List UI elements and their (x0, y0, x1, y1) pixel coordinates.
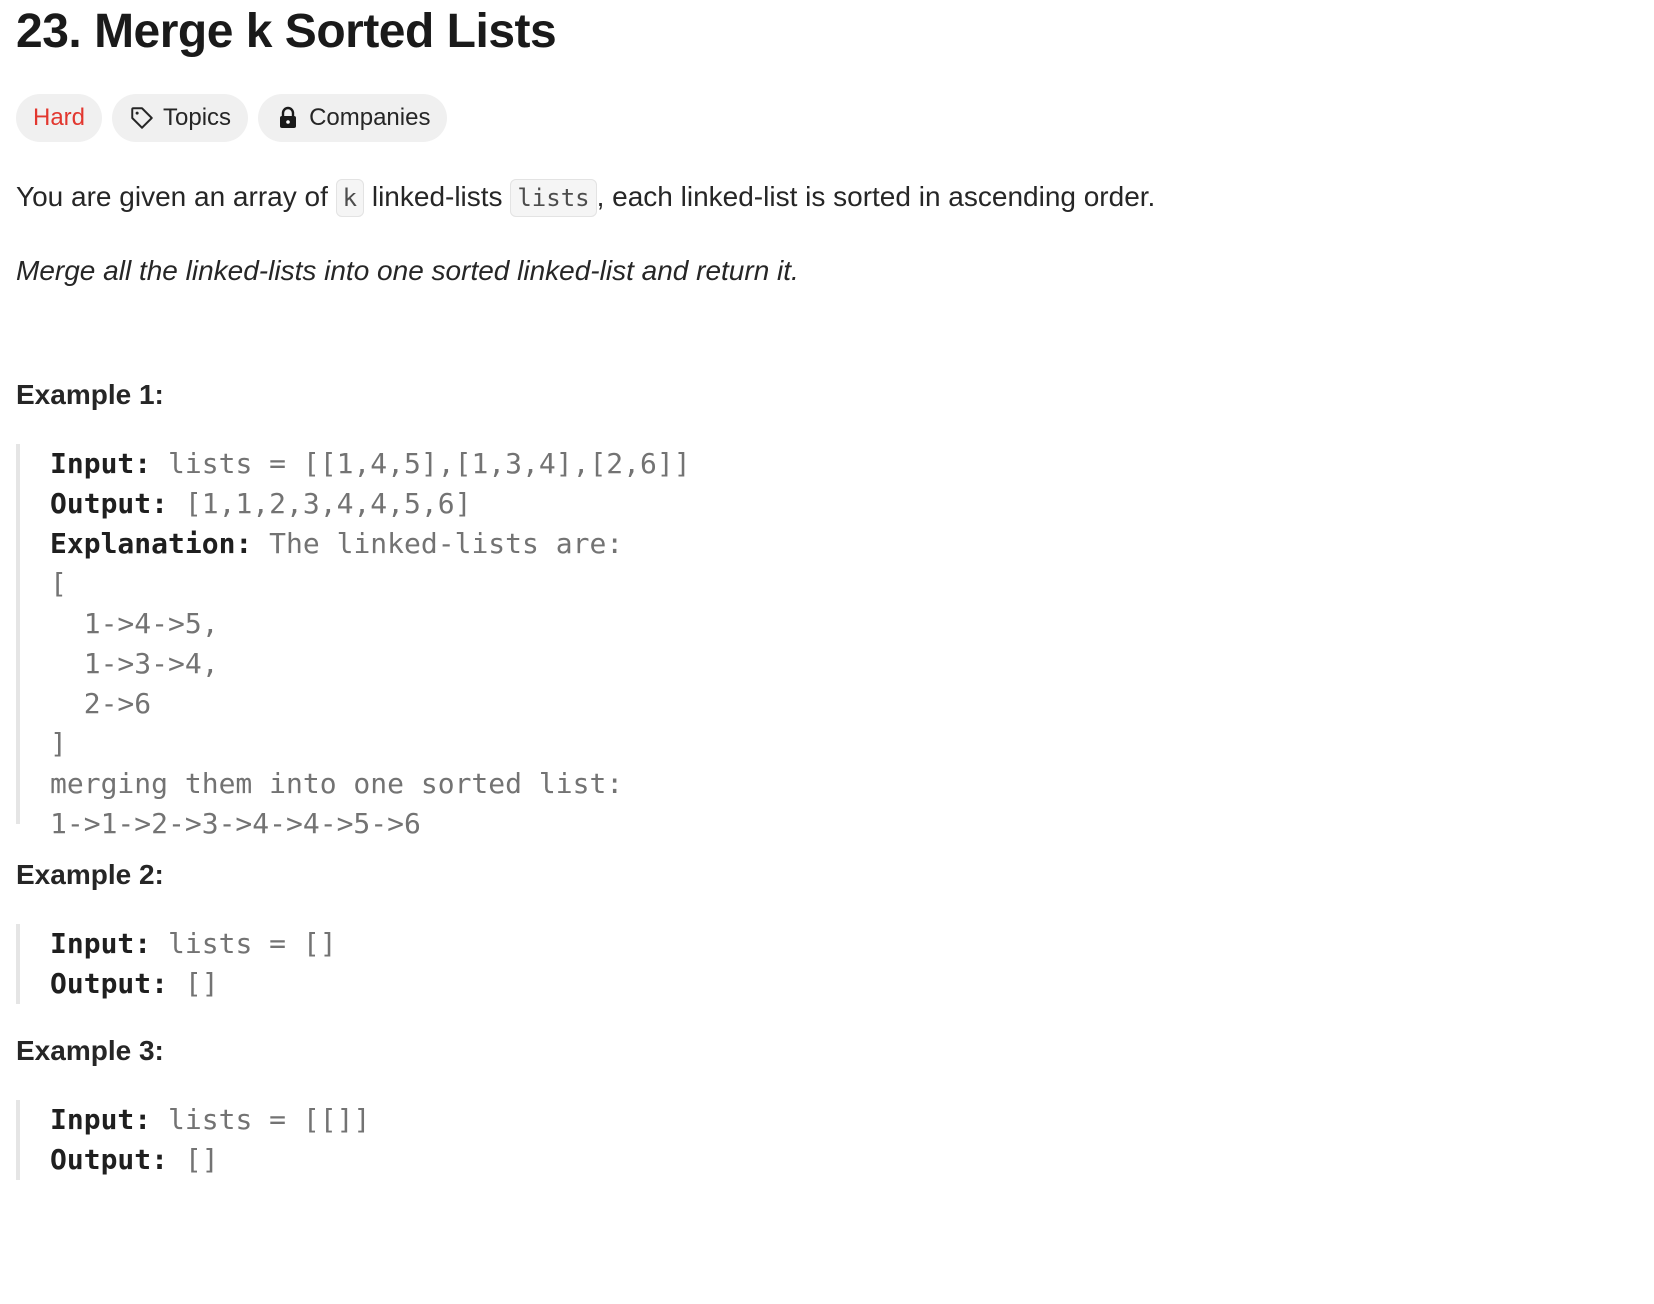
example-output (50, 964, 337, 1004)
problem-title: 23. Merge k Sorted Lists (16, 5, 557, 58)
output-value: [] (168, 1143, 219, 1176)
output-value: [1,1,2,3,4,4,5,6] (168, 487, 472, 520)
output-value: [] (168, 967, 219, 1000)
example-2-block (16, 924, 337, 1004)
difficulty-badge[interactable] (16, 94, 102, 142)
input-value: lists = [[1,4,5],[1,3,4],[2,6]] (151, 447, 691, 480)
companies-button[interactable] (258, 94, 447, 142)
explanation-line: [ (50, 567, 67, 600)
example-output (50, 1140, 370, 1180)
explanation-value: The linked-lists are: (252, 527, 624, 560)
text-span: linked-lists (364, 181, 511, 212)
example-1-title: Example 1: (16, 379, 164, 410)
description-task: Merge all the linked-lists into one sorted linked-list and return it. (16, 255, 799, 286)
example-2-title: Example 2: (16, 859, 164, 890)
example-input (50, 924, 337, 964)
example-output (50, 484, 691, 524)
input-value: lists = [] (151, 927, 337, 960)
input-value: lists = [[]] (151, 1103, 371, 1136)
output-label: Output: (50, 487, 169, 520)
description-paragraph (16, 177, 1155, 218)
lock-icon (275, 105, 301, 131)
explanation-line: 1->3->4, (50, 647, 219, 680)
output-label: Output: (50, 967, 169, 1000)
topics-label: Topics (163, 104, 232, 131)
example-input (50, 444, 691, 484)
tag-icon (129, 105, 155, 131)
inline-code-k: k (336, 179, 364, 217)
difficulty-label: Hard (33, 104, 86, 131)
text-span: , each linked-list is sorted in ascending order. (596, 181, 1156, 212)
example-3-block (16, 1100, 370, 1180)
input-label: Input: (50, 1103, 152, 1136)
inline-code-lists: lists (510, 179, 596, 217)
explanation-line: 1->1->2->3->4->4->5->6 (50, 807, 421, 840)
problem-tags (16, 94, 447, 142)
text-span: You are given an array of (16, 181, 336, 212)
explanation-line: merging them into one sorted list: (50, 767, 624, 800)
example-explanation (50, 524, 691, 564)
explanation-line: ] (50, 727, 67, 760)
example-3-title: Example 3: (16, 1035, 164, 1066)
explanation-label: Explanation: (50, 527, 253, 560)
input-label: Input: (50, 927, 152, 960)
topics-button[interactable] (112, 94, 248, 142)
companies-label: Companies (309, 104, 431, 131)
output-label: Output: (50, 1143, 169, 1176)
example-1-block (16, 444, 691, 840)
example-input (50, 1100, 370, 1140)
explanation-line: 2->6 (50, 687, 152, 720)
input-label: Input: (50, 447, 152, 480)
explanation-line: 1->4->5, (50, 607, 219, 640)
